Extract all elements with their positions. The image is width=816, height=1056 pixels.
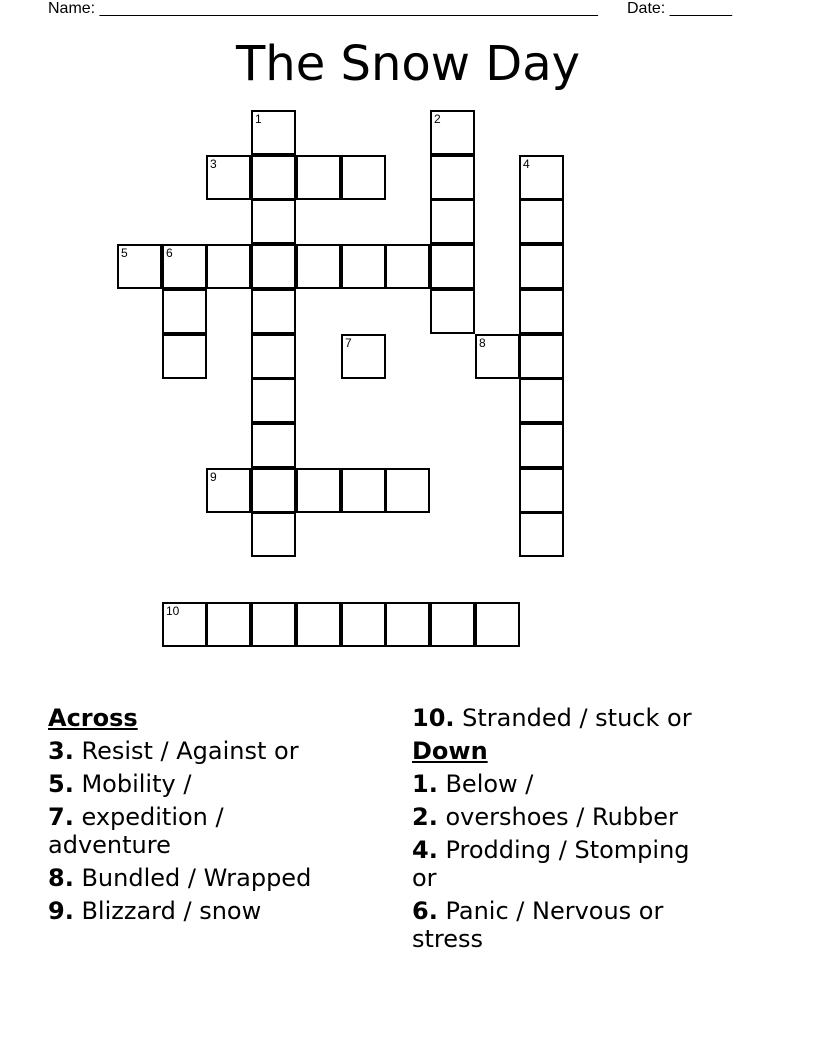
clue-across-9: 9. Blizzard / snow: [48, 897, 262, 925]
grid-cell[interactable]: [206, 155, 251, 200]
grid-cell[interactable]: [430, 110, 475, 155]
clue-number: 6: [166, 246, 173, 260]
date-field-label: Date: _______: [627, 0, 732, 17]
grid-cell[interactable]: [519, 378, 564, 423]
grid-cell[interactable]: [430, 155, 475, 200]
grid-cell[interactable]: [251, 512, 296, 557]
grid-cell[interactable]: [117, 244, 162, 289]
grid-cell[interactable]: [162, 289, 207, 334]
grid-cell[interactable]: [251, 110, 296, 155]
grid-cell[interactable]: [430, 602, 475, 647]
grid-cell[interactable]: [251, 199, 296, 244]
grid-cell[interactable]: [519, 423, 564, 468]
grid-cell[interactable]: [251, 289, 296, 334]
grid-cell[interactable]: [251, 423, 296, 468]
grid-cell[interactable]: [519, 289, 564, 334]
grid-cell[interactable]: [519, 244, 564, 289]
clue-down-4: 4. Prodding / Stomping or: [412, 836, 690, 892]
grid-cell[interactable]: [251, 468, 296, 513]
grid-cell[interactable]: [296, 155, 341, 200]
grid-cell[interactable]: [385, 468, 430, 513]
grid-cell[interactable]: [519, 199, 564, 244]
down-heading: Down: [412, 737, 488, 765]
grid-cell[interactable]: [162, 334, 207, 379]
grid-cell[interactable]: [296, 468, 341, 513]
clue-across-7: 7. expedition / adventure: [48, 803, 224, 859]
grid-cell[interactable]: [162, 602, 207, 647]
grid-cell[interactable]: [385, 602, 430, 647]
clue-number: 2: [434, 112, 441, 126]
grid-cell[interactable]: [430, 199, 475, 244]
clue-down-2: 2. overshoes / Rubber: [412, 803, 678, 831]
clue-across-10: 10. Stranded / stuck or: [412, 704, 692, 732]
clue-number: 9: [210, 470, 217, 484]
name-field-label: Name: ________________________________________________________: [48, 0, 598, 17]
clue-down-1: 1. Below /: [412, 770, 534, 798]
grid-cell[interactable]: [251, 602, 296, 647]
clue-down-6: 6. Panic / Nervous or stress: [412, 897, 664, 953]
clue-number: 8: [479, 336, 486, 350]
clue-number: 5: [121, 246, 128, 260]
grid-cell[interactable]: [162, 244, 207, 289]
clue-number: 4: [523, 157, 530, 171]
clue-number: 3: [210, 157, 217, 171]
down-clues: [412, 704, 732, 958]
grid-cell[interactable]: [519, 468, 564, 513]
grid-cell[interactable]: [341, 334, 386, 379]
clue-across-3: 3. Resist / Against or: [48, 737, 299, 765]
clue-across-5: 5. Mobility /: [48, 770, 192, 798]
clue-number: 7: [345, 336, 352, 350]
grid-cell[interactable]: [385, 244, 430, 289]
grid-cell[interactable]: [206, 602, 251, 647]
grid-cell[interactable]: [206, 468, 251, 513]
grid-cell[interactable]: [296, 602, 341, 647]
grid-cell[interactable]: [341, 468, 386, 513]
grid-cell[interactable]: [341, 602, 386, 647]
across-heading: Across: [48, 704, 138, 732]
across-clues: [48, 704, 368, 930]
grid-cell[interactable]: [430, 244, 475, 289]
clue-across-8: 8. Bundled / Wrapped: [48, 864, 312, 892]
grid-cell[interactable]: [251, 378, 296, 423]
grid-cell[interactable]: [475, 334, 520, 379]
grid-cell[interactable]: [475, 602, 520, 647]
clue-number: 10: [166, 604, 180, 618]
grid-cell[interactable]: [519, 512, 564, 557]
grid-cell[interactable]: [519, 155, 564, 200]
grid-cell[interactable]: [341, 155, 386, 200]
page-title: The Snow Day: [235, 36, 581, 92]
grid-cell[interactable]: [251, 334, 296, 379]
grid-cell[interactable]: [206, 244, 251, 289]
clue-number: 1: [255, 112, 262, 126]
grid-cell[interactable]: [341, 244, 386, 289]
grid-cell[interactable]: [296, 244, 341, 289]
grid-cell[interactable]: [430, 289, 475, 334]
grid-cell[interactable]: [251, 155, 296, 200]
grid-cell[interactable]: [519, 334, 564, 379]
grid-cell[interactable]: [251, 244, 296, 289]
